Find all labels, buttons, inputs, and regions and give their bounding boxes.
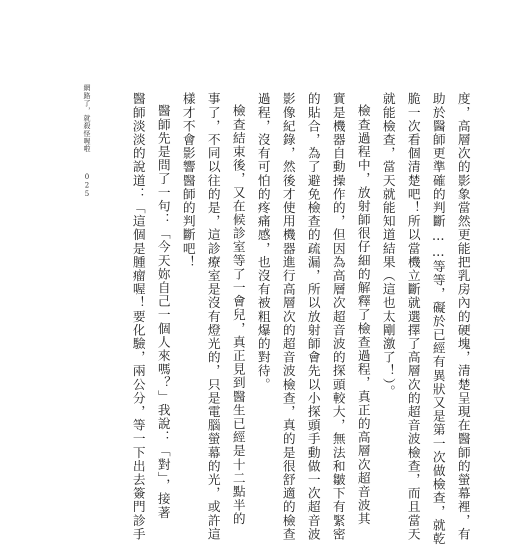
chapter-title: 網路了，就殺怪喔啦 [83,84,91,153]
text-column: 檢查結束後，又在候診室等了一會兒，真正見到醫生已經是十二點半的 [230,104,246,526]
text-column: 樣才不會影響醫師的判斷吧！ [180,92,196,269]
text-column: 醫師先是問了一句：「今天妳自己一個人來嗎？」我說：「對」，接著 [155,104,171,520]
text-column: 檢查過程中，放射師很仔細的解釋了檢查過程，真正的高層次超音波其 [355,104,371,526]
text-column: 就能檢查，當天就能知道結果（這也太剛激了！）。 [380,92,396,399]
text-column: 醫師淡淡的說道：「這個是腫瘤喔！要化驗，兩公分，等一下出去簽門診手 [130,92,146,541]
text-column: 過程，沒有可怕的疼痛感，也沒有被粗爆的對待。 [255,92,271,392]
text-column: 助於醫師更準確的判斷……等等，礙於已經有異狀又是第一次做檢查，就乾 [430,92,446,545]
text-column: 事了，不同以往的是，這診療室是沒有燈光的，只是電腦螢幕的光，或許這 [205,92,221,541]
text-column: 度，高層次的影象當然更能把乳房內的硬塊，清楚呈現在醫師的螢幕裡，有 [455,92,471,541]
text-column: 脆一次看個清楚吧！所以當機立斷就選擇了高層次的超音波檢查，而且當天 [405,92,421,541]
running-header [82,84,92,199]
text-column: 的貼合，為了避免檢查的疏漏，所以放射師會先以小探頭手動做一次超音波 [305,92,321,541]
text-column: 影像紀錄，然後才使用機器進行高層次的超音波檢查，真的是很舒適的檢查 [280,92,296,541]
page-number: 025 [83,173,91,199]
text-column: 實是機器自動操作的，但因為高層次超音波的探頭較大，無法和皺下有緊密 [330,92,346,541]
